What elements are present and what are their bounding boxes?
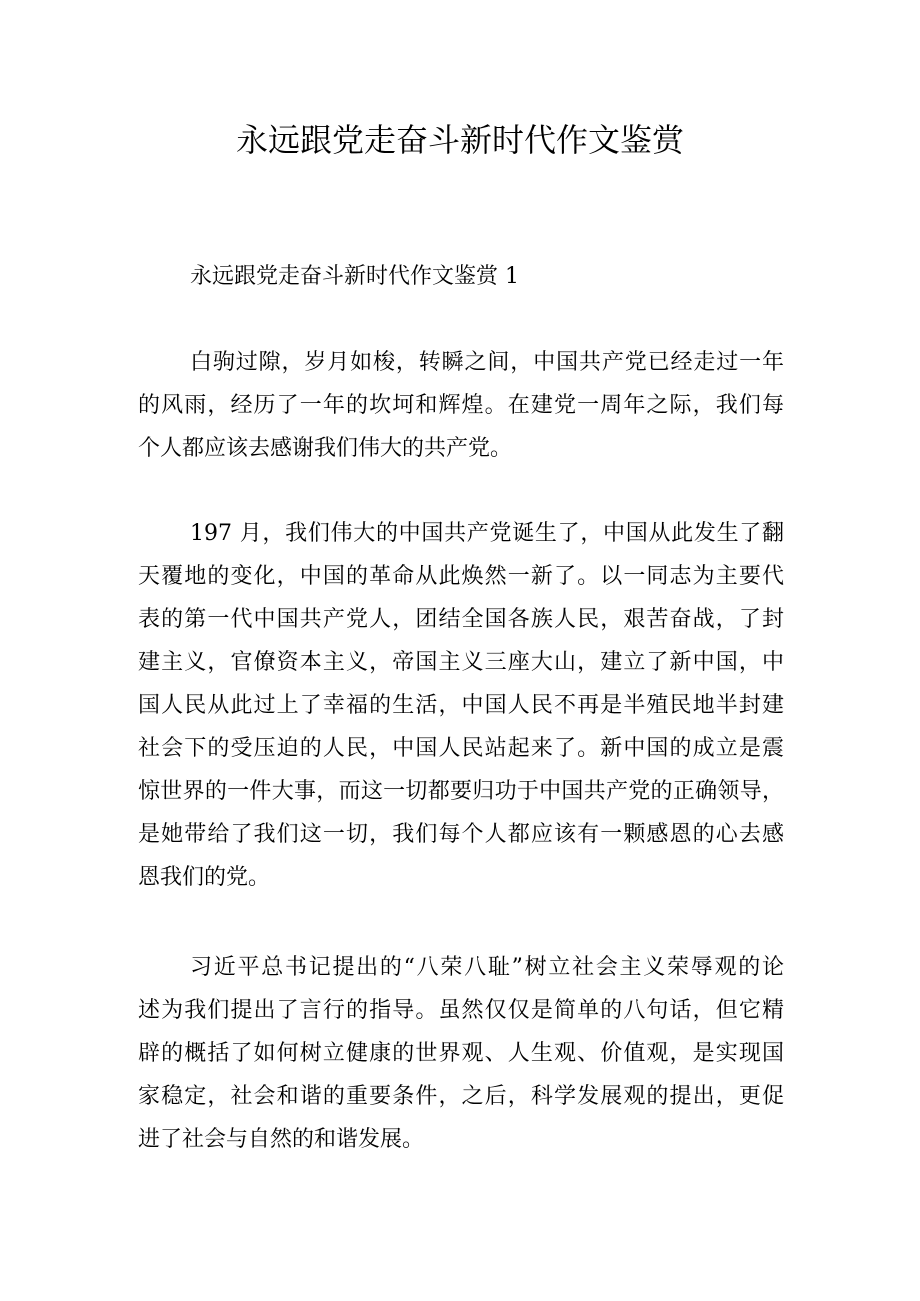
paragraph-line: 表的第一代中国共产党人，团结全国各族人民，艰苦奋战，了封	[138, 607, 784, 632]
paragraph-1	[138, 341, 784, 470]
paragraph-line: 个人都应该去感谢我们伟大的共产党。	[138, 436, 513, 461]
paragraph-line: 恩我们的党。	[138, 865, 271, 890]
paragraph-line: 197 月，我们伟大的中国共产党诞生了，中国从此发生了翻	[190, 521, 784, 546]
paragraph-line: 天覆地的变化，中国的革命从此焕然一新了。以一同志为主要代	[138, 564, 784, 589]
document-title: 永远跟党走奋斗新时代作文鉴赏	[235, 121, 684, 159]
paragraph-line: 白驹过隙，岁月如梭，转瞬之间，中国共产党已经走过一年	[190, 350, 784, 375]
paragraph-line: 辟的概括了如何树立健康的世界观、人生观、价值观，是实现国	[138, 1041, 784, 1066]
paragraph-3	[138, 946, 784, 1161]
paragraph-line: 家稳定，社会和谐的重要条件，之后，科学发展观的提出，更促	[138, 1084, 784, 1109]
paragraph-line: 国人民从此过上了幸福的生活，中国人民不再是半殖民地半封建	[138, 693, 784, 718]
paragraph-2	[138, 512, 784, 899]
paragraph-line: 进了社会与自然的和谐发展。	[138, 1127, 425, 1152]
paragraph-line: 惊世界的一件大事，而这一切都要归功于中国共产党的正确领导，	[138, 779, 784, 804]
paragraph-line: 是她带给了我们这一切，我们每个人都应该有一颗感恩的心去感	[138, 822, 784, 847]
paragraph-line: 社会下的受压迫的人民，中国人民站起来了。新中国的成立是震	[138, 736, 784, 761]
paragraph-line: 的风雨，经历了一年的坎坷和辉煌。在建党一周年之际，我们每	[138, 393, 784, 418]
section-subheading: 永远跟党走奋斗新时代作文鉴赏 1	[190, 264, 519, 289]
paragraph-line: 习近平总书记提出的“八荣八耻”树立社会主义荣辱观的论	[190, 955, 784, 980]
paragraph-line: 建主义，官僚资本主义，帝国主义三座大山，建立了新中国，中	[138, 650, 784, 675]
paragraph-line: 述为我们提出了言行的指导。虽然仅仅是简单的八句话，但它精	[138, 998, 784, 1023]
